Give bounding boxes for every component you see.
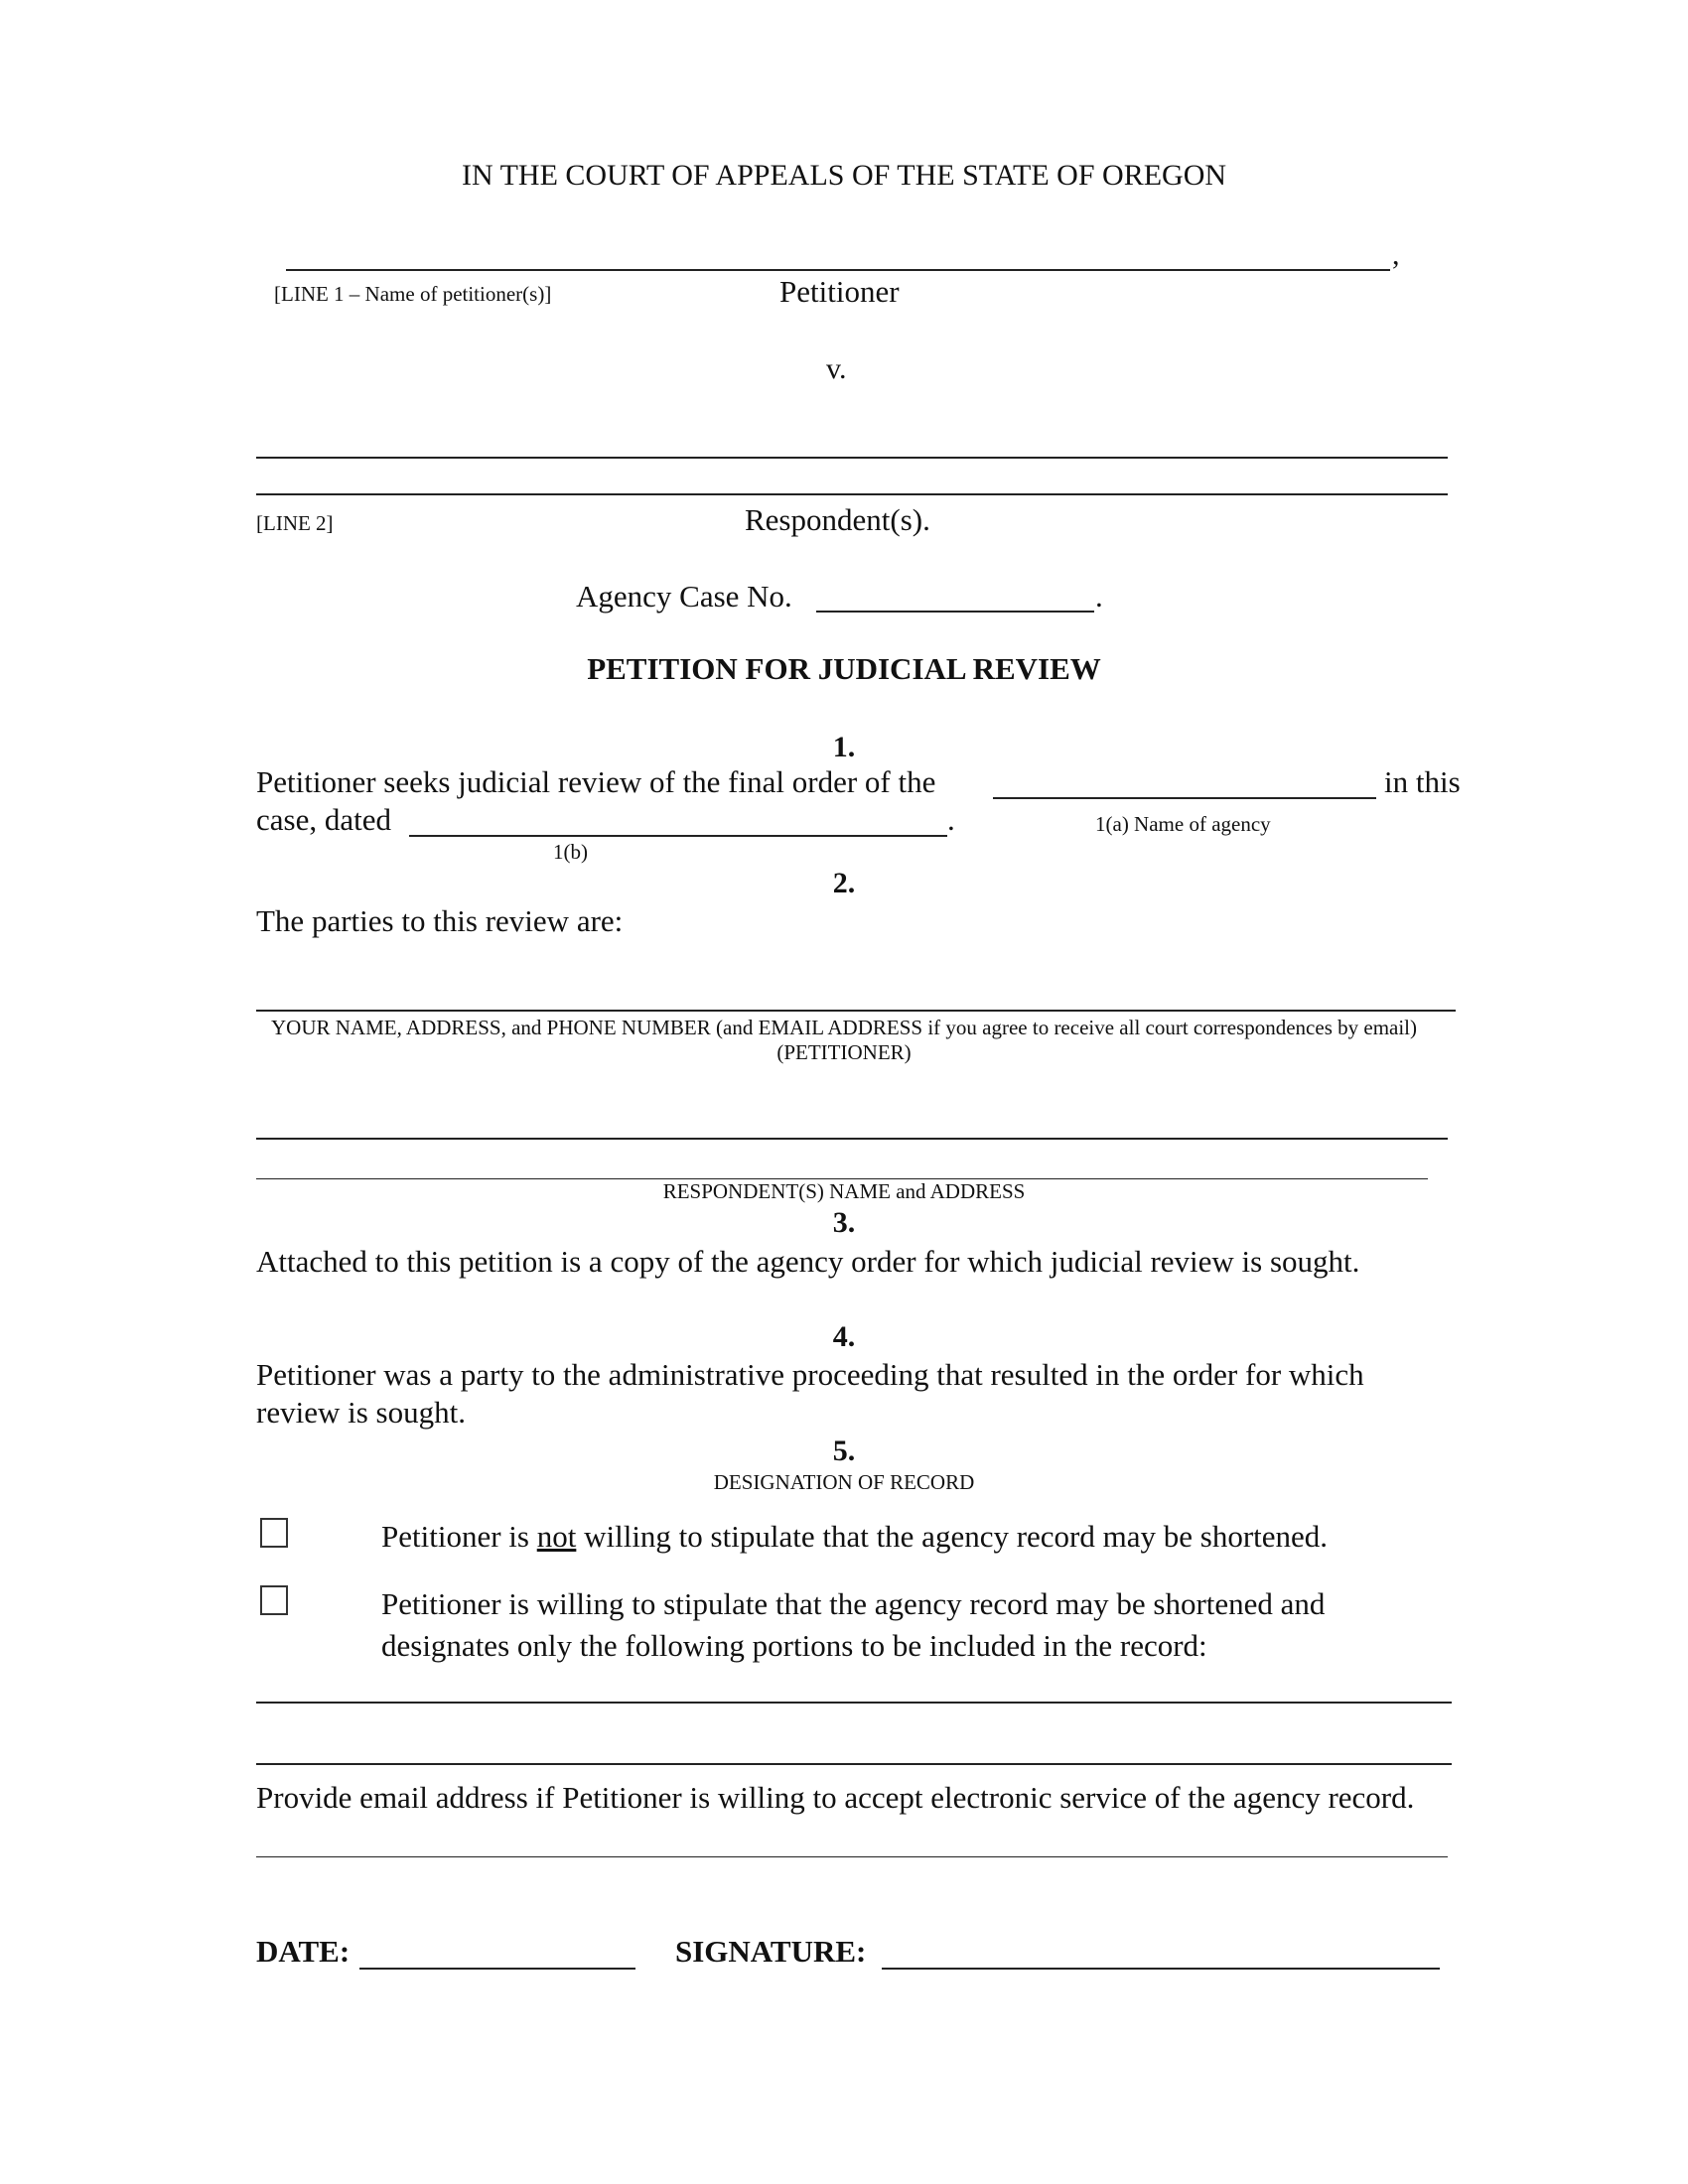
date-line[interactable] [359, 1968, 635, 1970]
option-1-pre: Petitioner is [381, 1519, 529, 1554]
designated-portions-line-2[interactable] [256, 1763, 1452, 1765]
date-label: DATE: [256, 1934, 351, 1969]
signature-line[interactable] [882, 1968, 1440, 1970]
agency-case-label: Agency Case No. [576, 579, 792, 614]
document-title: PETITION FOR JUDICIAL REVIEW [587, 651, 1101, 686]
section-4-number: 4. [832, 1320, 856, 1353]
section-4-text-line2: review is sought. [256, 1395, 466, 1430]
email-line[interactable] [256, 1856, 1448, 1857]
line1-hint: [LINE 1 – Name of petitioner(s)] [274, 282, 552, 306]
respondent-info-hint: RESPONDENT(S) NAME and ADDRESS [662, 1179, 1026, 1203]
petitioner-info-hint: YOUR NAME, ADDRESS, and PHONE NUMBER (and EMAIL ADDRESS if you agree to receive all court correspondences by email) [270, 1016, 1418, 1039]
section-5-heading: DESIGNATION OF RECORD [713, 1470, 975, 1494]
section-3-text: Attached to this petition is a copy of the agency order for which judicial review is sought. [256, 1244, 1360, 1279]
willing-checkbox[interactable] [260, 1585, 288, 1615]
versus-text: v. [826, 352, 847, 385]
section-2-number: 2. [832, 867, 856, 899]
respondent-name-line-2[interactable] [256, 493, 1448, 495]
petitioner-info-line[interactable] [256, 1010, 1456, 1012]
order-date-line[interactable] [409, 835, 947, 837]
section-3-number: 3. [832, 1206, 856, 1239]
not-willing-checkbox[interactable] [260, 1518, 288, 1548]
line2-hint: [LINE 2] [256, 511, 334, 535]
section-1-number: 1. [832, 731, 856, 763]
respondent-name-line-1[interactable] [256, 457, 1448, 459]
section-1-text-d: . [947, 802, 955, 837]
petitioner-label: Petitioner [779, 274, 900, 309]
section-5-number: 5. [832, 1434, 856, 1467]
petitioner-role-hint: (PETITIONER) [776, 1040, 912, 1064]
section-1-text-a: Petitioner seeks judicial review of the final order of the [256, 764, 936, 799]
option-2-line2: designates only the following portions to be included in the record: [381, 1628, 1207, 1663]
section-4-text-line1: Petitioner was a party to the administrative proceeding that resulted in the order for which [256, 1357, 1364, 1392]
agency-name-line[interactable] [993, 797, 1376, 799]
email-instruction: Provide email address if Petitioner is willing to accept electronic service of the agency record. [256, 1780, 1415, 1815]
option-1-post: willing to stipulate that the agency record may be shortened. [584, 1519, 1329, 1554]
section-1-text-c: case, dated [256, 802, 391, 837]
respondent-info-line-1[interactable] [256, 1138, 1448, 1140]
agency-case-number-line[interactable] [816, 611, 1094, 613]
line1-comma: , [1392, 238, 1400, 271]
agency-name-hint: 1(a) Name of agency [1095, 812, 1271, 836]
respondent-label: Respondent(s). [745, 502, 930, 537]
option-1-text [381, 1519, 1328, 1555]
option-2-line1: Petitioner is willing to stipulate that the agency record may be shortened and [381, 1586, 1326, 1621]
order-date-hint: 1(b) [553, 840, 588, 864]
petitioner-name-line[interactable] [286, 269, 1390, 271]
agency-case-period: . [1095, 579, 1103, 614]
signature-label: SIGNATURE: [675, 1934, 867, 1969]
option-1-not: not [536, 1519, 577, 1554]
section-2-text: The parties to this review are: [256, 903, 624, 938]
court-title: IN THE COURT OF APPEALS OF THE STATE OF OREGON [461, 159, 1227, 192]
designated-portions-line-1[interactable] [256, 1702, 1452, 1704]
section-1-text-b: in this [1384, 764, 1461, 799]
